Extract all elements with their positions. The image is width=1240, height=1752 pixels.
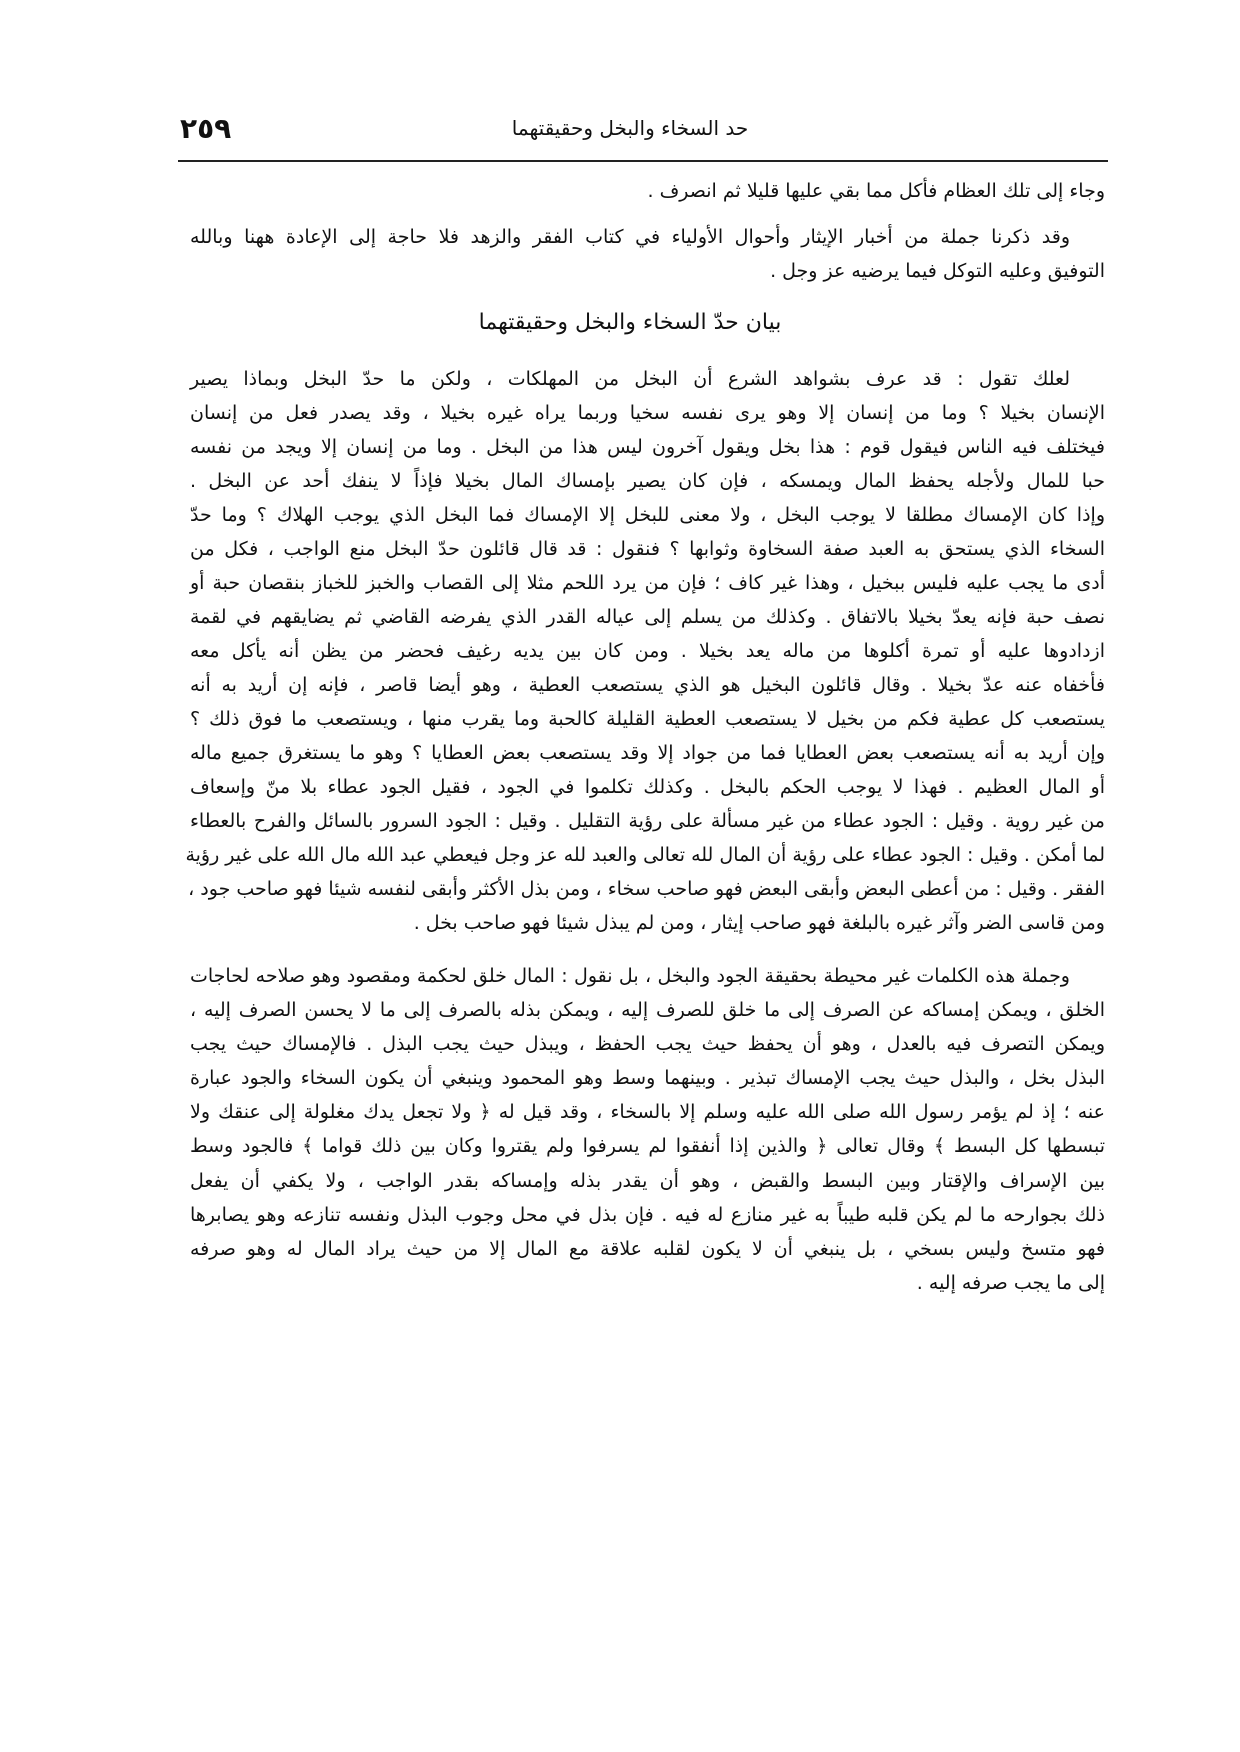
text-line: أدى ما يجب عليه فليس ببخيل ، وهذا غير كاف ؛ فإن من يرد اللحم مثلا إلى القصاب والخبز للخباز بنقصان حبة أو <box>190 572 1105 594</box>
text-line: الخلق ، ويمكن إمساكه عن الصرف إلى ما خلق للصرف إليه ، ويمكن بذله بالصرف إلى ما لا يحسن الصرف إليه ، <box>190 999 1105 1021</box>
text-line: لما أمكن . وقيل : الجود عطاء على رؤية أن المال لله تعالى والعبد لله عز وجل فيعطي عبد الله مال الله على غير رؤية <box>185 844 1105 866</box>
text-line: وجاء إلى تلك العظام فأكل مما بقي عليها قليلا ثم انصرف . <box>647 180 1105 202</box>
text-line: بين الإسراف والإقتار وبين البسط والقبض ، وهو أن يقدر بذله وإمساكه بقدر الواجب ، ولا يكفي أن يفعل <box>190 1170 1105 1192</box>
paragraph-first-line: وقد ذكرنا جملة من أخبار الإيثار وأحوال الأولياء في كتاب الفقر والزهد فلا حاجة إلى الإعادة ههنا وبالله <box>190 226 1070 248</box>
text-line: وإذا كان الإمساك مطلقا لا يوجب البخل ، ولا معنى للبخل إلا الإمساك فما البخل الذي يوجب الهلاك ؟ وما حدّ <box>190 504 1105 526</box>
text-line: أو المال العظيم . فهذا لا يوجب الحكم بالبخل . وكذلك تكلموا في الجود ، فقيل الجود عطاء بلا منّ وإسعاف <box>190 776 1105 798</box>
text-line: عنه ؛ إذ لم يؤمر رسول الله صلى الله عليه وسلم إلا بالسخاء ، وقد قيل له ﴿ ولا تجعل يدك مغلولة إلى عنقك ولا <box>190 1101 1105 1123</box>
text-line: ويمكن التصرف فيه بالعدل ، وهو أن يحفظ حيث يجب الحفظ ، ويبذل حيث يجب البذل . فالإمساك حيث يجب <box>190 1033 1105 1055</box>
text-line: البذل بخل ، والبذل حيث يجب الإمساك تبذير . وبينهما وسط وهو المحمود وينبغي أن يكون السخاء والجود عبارة <box>190 1067 1105 1089</box>
running-title: حد السخاء والبخل وحقيقتهما <box>511 116 749 140</box>
text-line: يستصعب كل عطية فكم من بخيل لا يستصعب العطية القليلة كالحبة وما يقرب منها ، ويستصعب ما فوق ذلك ؟ <box>190 708 1105 730</box>
text-line: نصف حبة فإنه يعدّ بخيلا بالاتفاق . وكذلك من يسلم إلى عياله القدر الذي يفرضه القاضي ثم يضايقهم في لقمة <box>190 606 1105 628</box>
text-line: فأخفاه عنه عدّ بخيلا . وقال قائلون البخيل هو الذي يستصعب العطية ، وهو أيضا قاصر ، فإنه إن أريد به أنه <box>190 674 1105 696</box>
page-number: ٢٥٩ <box>180 112 232 145</box>
text-line: حبا للمال ولأجله يحفظ المال ويمسكه ، فإن كان يصير بإمساك المال بخيلا فإذاً لا ينفك أحد عن البخل . <box>190 470 1105 492</box>
text-line: إلى ما يجب صرفه إليه . <box>916 1272 1105 1294</box>
text-line: فيختلف فيه الناس فيقول قوم : هذا بخل ويقول آخرون ليس هذا من البخل . وما من إنسان إلا ويجد من نفسه <box>190 436 1105 458</box>
text-line: فهو متسخ وليس بسخي ، بل ينبغي أن لا يكون لقلبه علاقة مع المال إلا من حيث يراد المال له وهو صرفه <box>190 1238 1105 1260</box>
paragraph-first-line: وجملة هذه الكلمات غير محيطة بحقيقة الجود والبخل ، بل نقول : المال خلق لحكمة ومقصود وهو صلاحه لحاجات <box>190 965 1070 987</box>
text-line: من غير روية . وقيل : الجود عطاء من غير مسألة على رؤية التقليل . وقيل : الجود السرور بالسائل والفرح بالعطاء <box>190 810 1105 832</box>
paragraph-first-line: لعلك تقول : قد عرف بشواهد الشرع أن البخل من المهلكات ، ولكن ما حدّ البخل وبماذا يصير <box>190 368 1070 390</box>
text-line: ازدادوها عليه أو تمرة أكلوها من ماله يعد بخيلا . ومن كان بين يديه رغيف فحضر من يظن أنه يأكل معه <box>190 640 1105 662</box>
text-line: تبسطها كل البسط ﴾ وقال تعالى ﴿ والذين إذا أنفقوا لم يسرفوا ولم يقتروا وكان بين ذلك قواما ﴾ فالجود وسط <box>190 1135 1105 1157</box>
text-line: ومن قاسى الضر وآثر غيره بالبلغة فهو صاحب إيثار ، ومن لم يبذل شيئا فهو صاحب بخل . <box>413 912 1105 934</box>
text-line: الإنسان بخيلا ؟ وما من إنسان إلا وهو يرى نفسه سخيا وربما يراه غيره بخيلا ، وقد يصدر فعل من إنسان <box>190 402 1105 424</box>
text-line: الفقر . وقيل : من أعطى البعض وأبقى البعض فهو صاحب سخاء ، ومن بذل الأكثر وأبقى لنفسه شيئا فهو صاحب جود ، <box>188 878 1105 900</box>
text-line: التوفيق وعليه التوكل فيما يرضيه عز وجل . <box>770 260 1105 282</box>
text-line: السخاء الذي يستحق به العبد صفة السخاوة وثوابها ؟ فنقول : قد قال قائلون حدّ البخل منع الواجب ، فكل من <box>190 538 1105 560</box>
text-line: ذلك بجوارحه ما لم يكن قلبه طيباً به غير منازع له فيه . فإن بذل في محل وجوب البذل ونفسه تنازعه وهو يصابرها <box>190 1204 1105 1226</box>
section-heading: بيان حدّ السخاء والبخل وحقيقتهما <box>478 310 782 335</box>
text-line: وإن أريد به أنه يستصعب بعض العطايا فما من جواد إلا وقد يستصعب بعض العطايا ؟ وهو ما يستغرق جميع ماله <box>190 742 1105 764</box>
header-rule <box>178 160 1108 162</box>
